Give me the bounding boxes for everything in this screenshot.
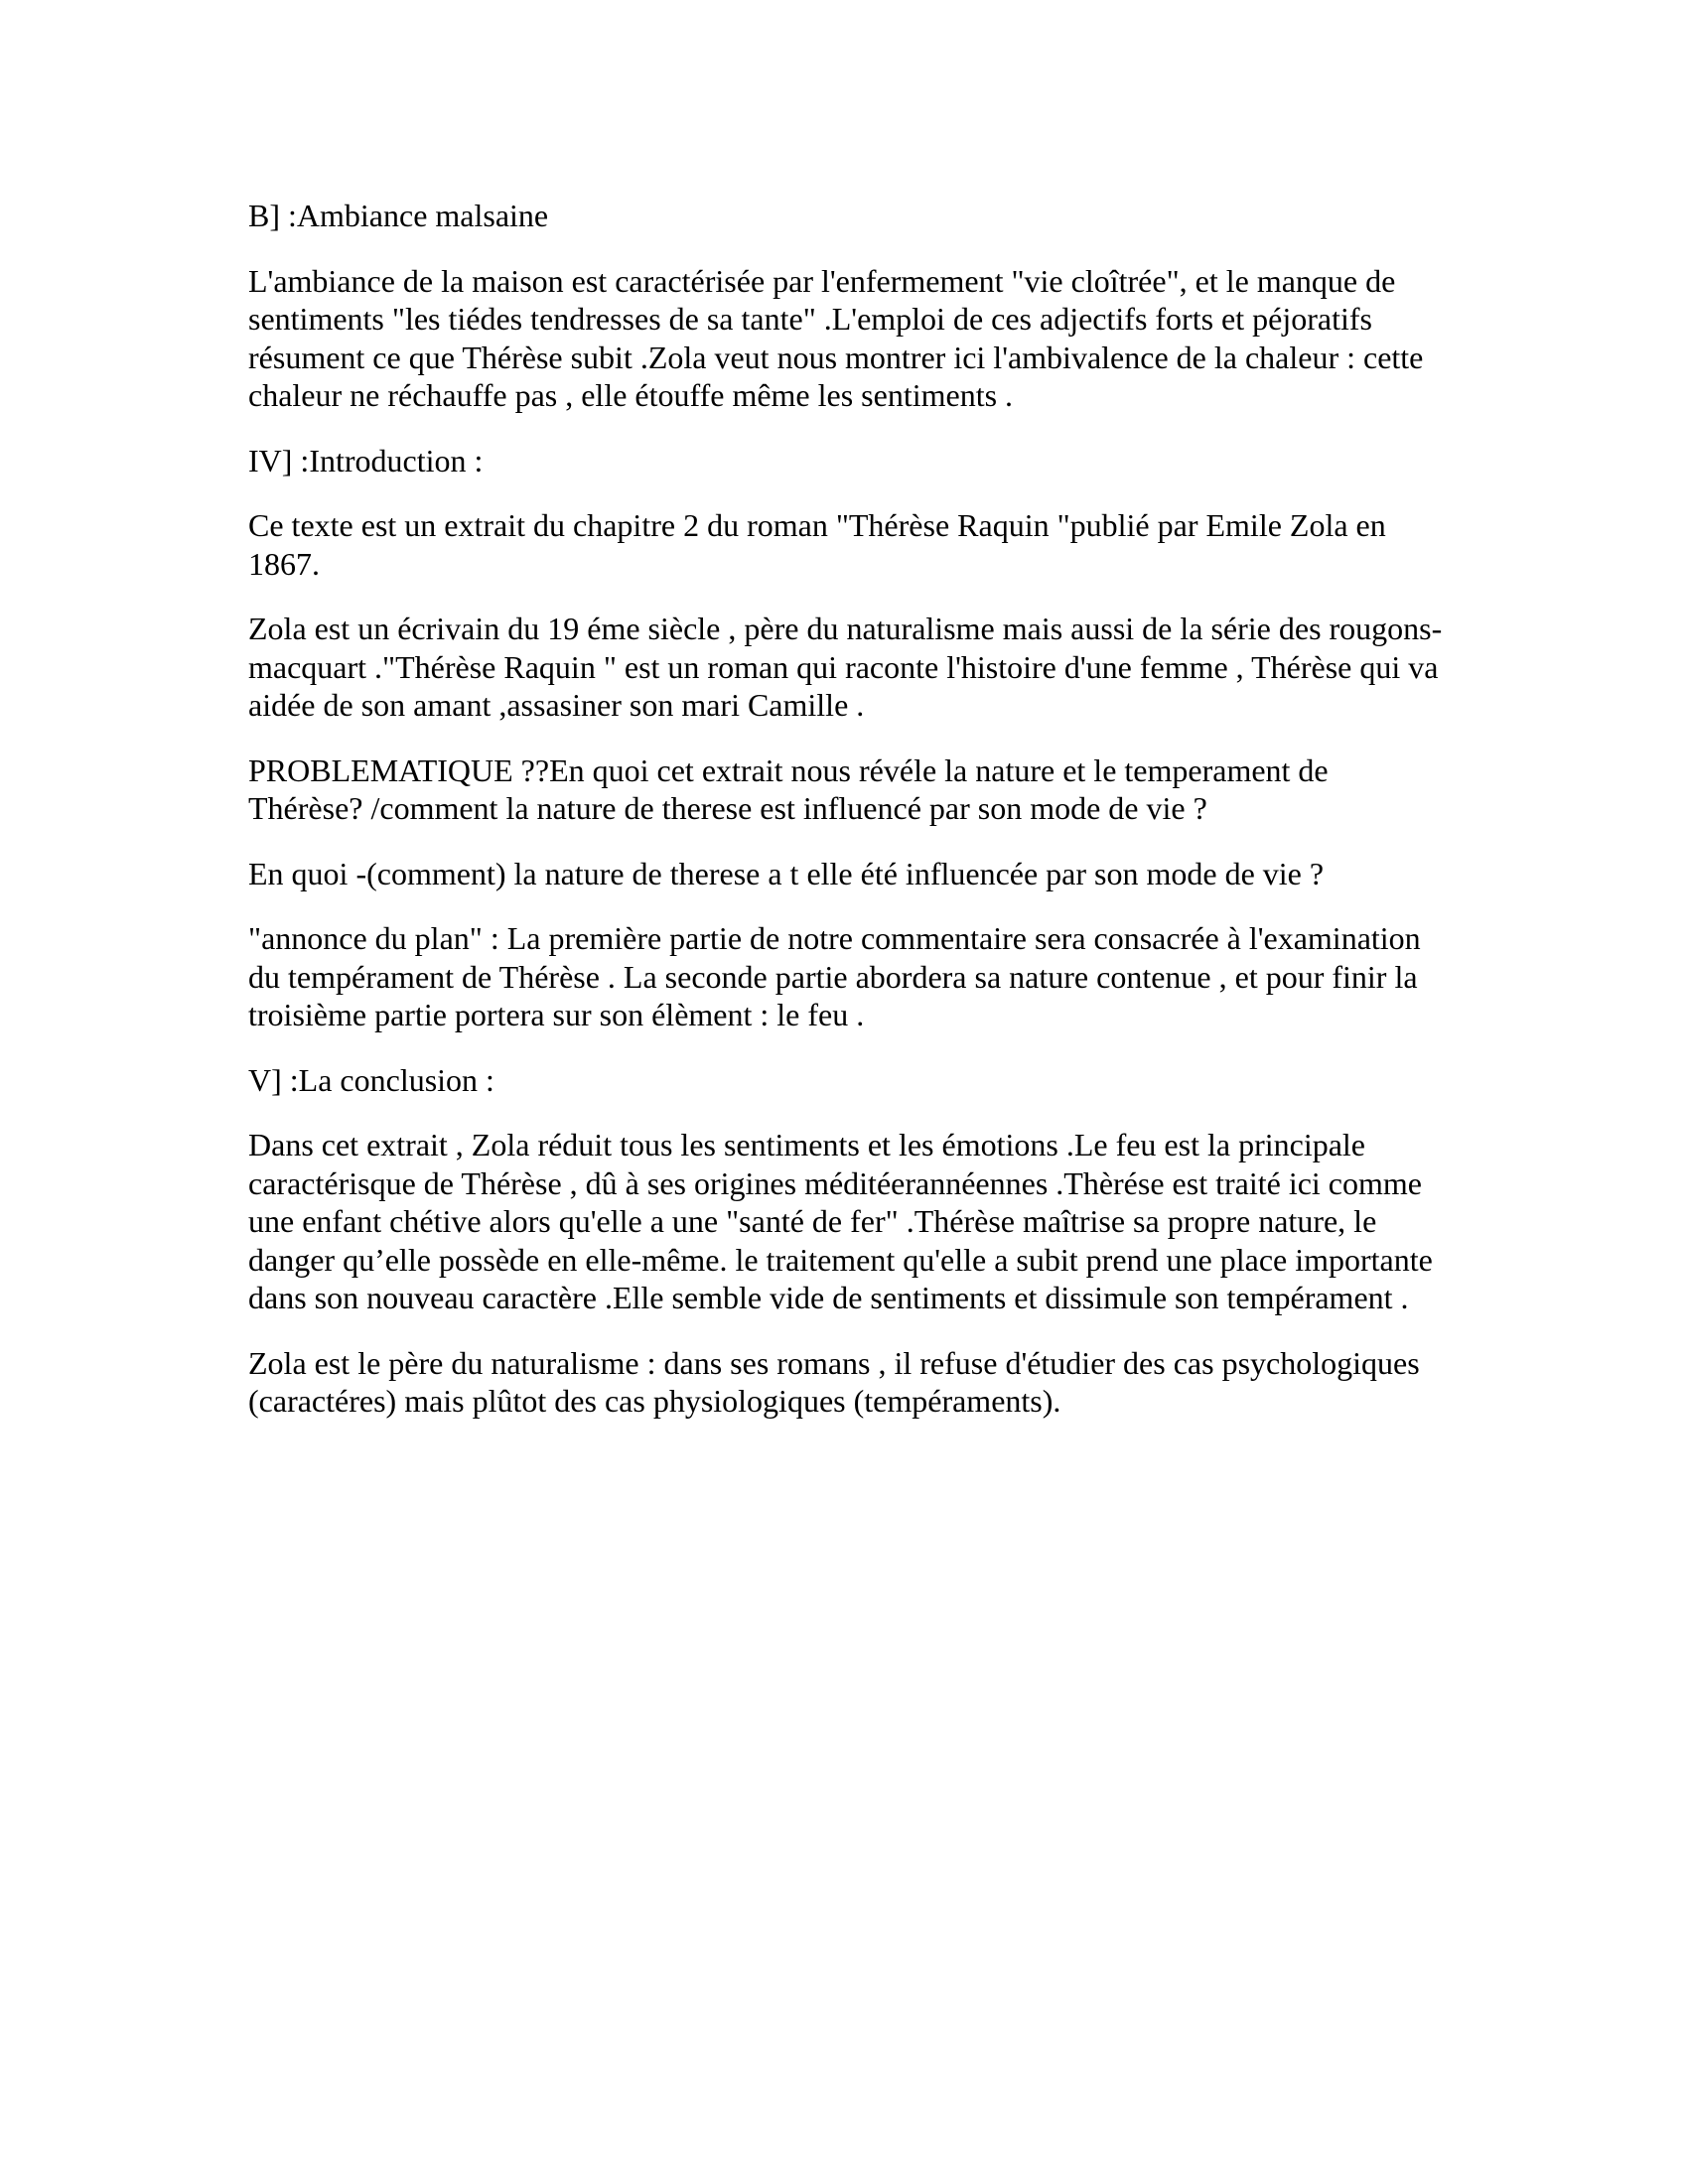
paragraph-extrait: Ce texte est un extrait du chapitre 2 du roman "Thérèse Raquin "publié par Emile Zola en 1867. (248, 507, 1386, 582)
paragraph-annonce-plan: "annonce du plan" : La première partie de notre commentaire sera consacrée à l'examination du tempérament de Thérèse . La seconde partie abordera sa nature contenue , et pour finir la troisième partie portera sur son élèment : le feu . (248, 920, 1421, 1032)
paragraph-conclusion: Dans cet extrait , Zola réduit tous les sentiments et les émotions .Le feu est la principale caractérisque de Thérèse , dû à ses origines méditéerannéennes .Thèrése est traité ici comme une enfant chétive alors qu'elle a une "santé de fer" .Thérèse maîtrise sa propre nature, le danger qu’elle possède en elle-même. le traitement qu'elle a subit prend une place importante dans son nouveau caractère .Elle semble vide de sentiments et dissimule son tempérament . (248, 1127, 1433, 1315)
section-heading-introduction: IV] :Introduction : (248, 442, 484, 478)
paragraph-naturalisme: Zola est le père du naturalisme : dans ses romans , il refuse d'étudier des cas psychologiques (caractéres) mais plûtot des cas physiologiques (tempéraments). (248, 1344, 1420, 1419)
document-page (248, 197, 1450, 1447)
paragraph-problematique: PROBLEMATIQUE ??En quoi cet extrait nous révéle la nature et le temperament de Thérèse? /comment la nature de therese est influencé par son mode de vie ? (248, 751, 1329, 826)
section-heading-conclusion: V] :La conclusion : (248, 1061, 494, 1098)
paragraph-question: En quoi -(comment) la nature de therese a t elle été influencée par son mode de vie ? (248, 855, 1325, 891)
section-heading-ambiance: B] :Ambiance malsaine (248, 198, 549, 233)
paragraph-zola-ecrivain: Zola est un écrivain du 19 éme siècle , père du naturalisme mais aussi de la série des rougons-macquart ."Thérèse Raquin " est un roman qui raconte l'histoire d'une femme , Thérèse qui va aidée de son amant ,assasiner son mari Camille . (248, 611, 1443, 723)
paragraph-ambiance: L'ambiance de la maison est caractérisée par l'enfermement "vie cloîtrée", et le manque de sentiments "les tiédes tendresses de sa tante" .L'emploi de ces adjectifs forts et péjoratifs résument ce que Thérèse subit .Zola veut nous montrer ici l'ambivalence de la chaleur : cette chaleur ne réchauffe pas , elle étouffe même les sentiments . (248, 262, 1424, 413)
